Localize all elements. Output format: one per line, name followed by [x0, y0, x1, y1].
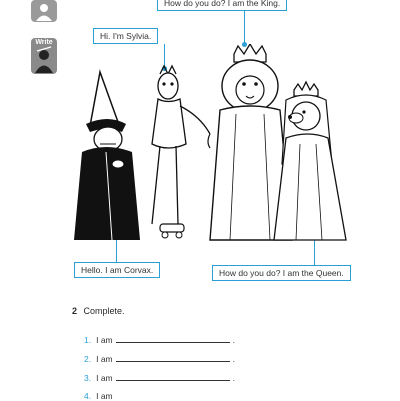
exercise-item	[84, 373, 235, 383]
sylvia-figure	[152, 66, 210, 238]
item-text: I am	[96, 335, 113, 345]
item-text: I am	[96, 391, 113, 401]
exercise-title: Complete.	[83, 306, 125, 316]
item-number: 1.	[84, 335, 92, 345]
item-number: 4.	[84, 391, 92, 401]
exercise-item	[84, 354, 235, 364]
item-end: .	[232, 354, 235, 364]
write-icon	[31, 38, 57, 74]
item-number: 2.	[84, 354, 92, 364]
queen-figure	[274, 82, 346, 240]
exercise-heading	[72, 306, 125, 316]
corvax-figure	[74, 72, 140, 240]
corvax-speech-text: Hello. I am Corvax.	[81, 265, 154, 275]
king-speech-text: How do you do? I am the King.	[164, 0, 281, 8]
listen-icon	[31, 0, 57, 22]
item-text: I am	[96, 373, 113, 383]
answer-blank[interactable]	[116, 354, 230, 362]
sylvia-speech-bubble	[93, 28, 158, 44]
sylvia-speech-text: Hi. I'm Sylvia.	[100, 31, 152, 41]
characters-illustration	[60, 44, 360, 244]
write-label: Write	[35, 39, 53, 46]
item-end: .	[232, 373, 235, 383]
answer-blank[interactable]	[116, 373, 230, 381]
answer-blank[interactable]	[116, 335, 230, 343]
king-speech-bubble	[157, 0, 287, 11]
item-end: .	[232, 335, 235, 345]
queen-speech-bubble	[212, 265, 351, 281]
item-text: I am	[96, 354, 113, 364]
exercise-number: 2	[72, 306, 78, 316]
item-number: 3.	[84, 373, 92, 383]
king-bubble-pointer	[244, 10, 245, 44]
queen-speech-text: How do you do? I am the Queen.	[219, 268, 344, 278]
exercise-item	[84, 335, 235, 345]
corvax-speech-bubble	[74, 262, 160, 278]
